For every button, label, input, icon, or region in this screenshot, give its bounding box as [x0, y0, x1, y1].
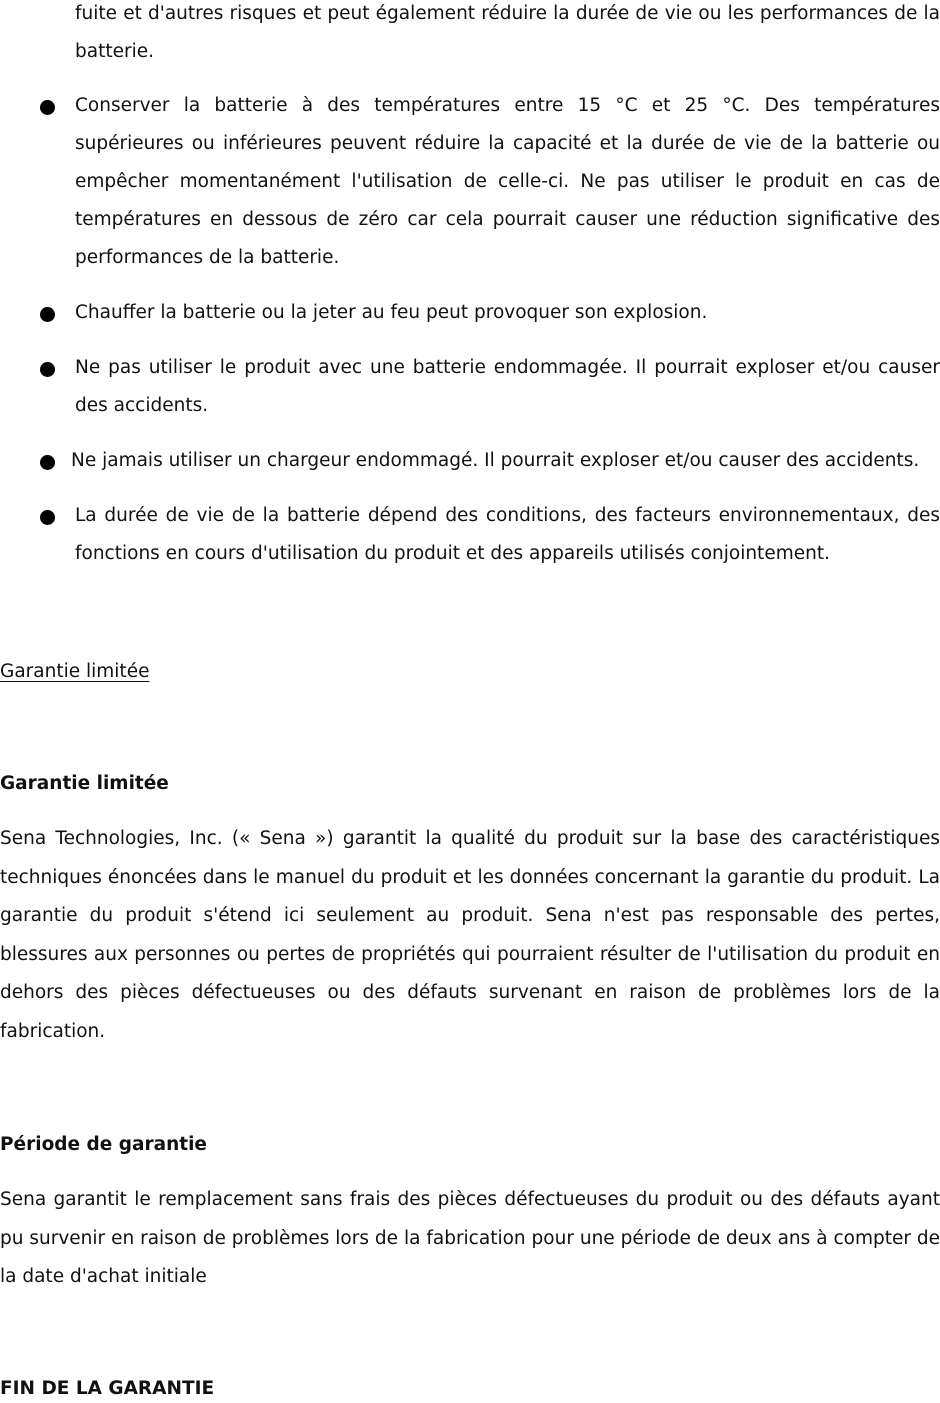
bullet-dot-icon [40, 362, 55, 377]
list-item [0, 349, 940, 425]
battery-safety-list [0, 87, 940, 590]
list-item-text: Ne pas utiliser le produit avec une batterie endommagée. Il pourrait exploser et/ou causer des accidents. [75, 357, 940, 416]
warranty-period-paragraph: Sena garantit le remplacement sans frais des pièces défectueuses du produit ou des défauts ayant pu survenir en raison de problèmes lors de la fabrication pour une période de deux ans à compter de la date d'achat initiale [0, 1189, 940, 1287]
list-item-text: Ne jamais utiliser un chargeur endommagé. Il pourrait exploser et/ou causer des accidents. [71, 450, 920, 471]
bullet-dot-icon [40, 455, 55, 470]
list-item-text: Conserver la batterie à des températures entre 15 °C et 25 °C. Des températures supérieures ou inférieures peuvent réduire la capacité et la durée de vie de la batterie ou empêcher momentanément l'utilisation de celle-ci. Ne pas utiliser le produit en cas de températures en dessous de zéro car cela pourrait causer une réduction significative des performances de la batterie. [75, 95, 940, 268]
list-item [0, 294, 940, 332]
list-item [0, 442, 940, 480]
list-item [0, 497, 940, 573]
bullet-dot-icon [40, 100, 55, 115]
bullet-dot-icon [40, 510, 55, 525]
list-item [0, 87, 940, 277]
continuation-paragraph: fuite et d'autres risques et peut également réduire la durée de vie ou les performances de la batterie. [75, 3, 940, 62]
section-link-garantie-limitee[interactable]: Garantie limitée [0, 661, 150, 682]
list-item-text: Chauffer la batterie ou la jeter au feu peut provoquer son explosion. [75, 302, 708, 323]
bullet-dot-icon [40, 307, 55, 322]
warranty-paragraph: Sena Technologies, Inc. (« Sena ») garantit la qualité du produit sur la base des caractéristiques techniques énoncées dans le manuel du produit et les données concernant la garantie du produit. La garantie du produit s'étend ici seulement au produit. Sena n'est pas responsable des pertes, blessures aux personnes ou pertes de propriétés qui pourraient résulter de l'utilisation du produit en dehors des pièces défectueuses ou des défauts survenant en raison de problèmes lors de la fabrication. [0, 828, 940, 1042]
list-item-text: La durée de vie de la batterie dépend des conditions, des facteurs environnementaux, des fonctions en cours d'utilisation du produit et des appareils utilisés conjointement. [75, 505, 940, 564]
warranty-heading: Garantie limitée [0, 773, 169, 794]
warranty-period-heading: Période de garantie [0, 1134, 207, 1155]
end-of-warranty-heading: FIN DE LA GARANTIE [0, 1378, 215, 1399]
